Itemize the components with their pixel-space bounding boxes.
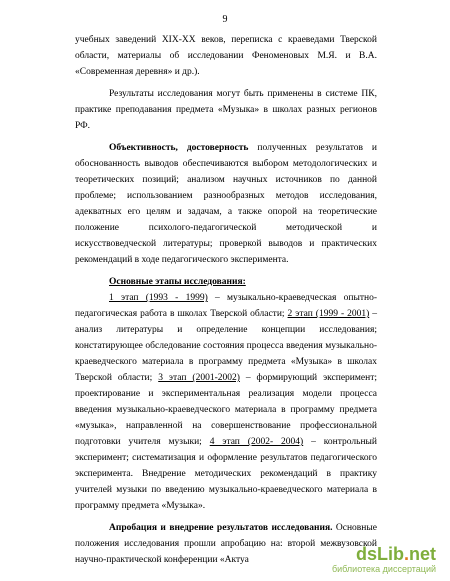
stage-3-label: 3 этап (2001-2002)	[158, 373, 240, 383]
paragraph-objectivity	[75, 140, 377, 268]
stage-4-label: 4 этап (2002- 2004)	[209, 437, 304, 447]
document-body	[75, 32, 377, 568]
approbation-heading: Апробация и внедрение результатов исследования.	[109, 523, 333, 533]
page-number: 9	[222, 14, 228, 25]
logo-part-net: net	[409, 544, 436, 564]
paragraph-stages	[75, 290, 377, 514]
stage-1-text: – музыкально-краеведческая опытно-педагогическая работа в школах Тверской области;	[75, 293, 378, 319]
approbation-text: Основные положения исследования прошли апробацию на: второй межвузовской научно-практической конференции «Актуа	[75, 523, 377, 565]
stage-1-label: 1 этап (1993 - 1999)	[109, 293, 208, 303]
objectivity-heading: Объективность, достоверность	[109, 143, 249, 153]
stages-heading	[75, 274, 377, 290]
watermark-subtitle: библиотека диссертаций	[331, 564, 436, 574]
stage-3-text: – формирующий эксперимент; проектирование и экспериментальная реализация модели процесса введения музыкально-краеведческого материала в программу предмета «музыка», направленной на совершенствование профессиональной подготовки учителя музыки;	[75, 373, 377, 447]
logo-part-dslib: dsLib	[355, 544, 404, 564]
paragraph-sources: учебных заведений XIX-XX веков, переписка с краеведами Тверской области, материалы об исследовании Феноменовых М.Я. и В.А. «Современная деревня» и др.).	[75, 35, 377, 77]
stages-heading-text: Основные этапы исследования:	[109, 277, 246, 287]
stage-4-text: – контрольный эксперимент; систематизация и оформление результатов педагогического эксперимента. Внедрение методических рекомендаций в практику учителей музыки по введению музыкально-краеведческого материала в программу предмета «Музыка».	[75, 437, 378, 511]
objectivity-text: полученных результатов и обоснованность выводов обеспечиваются выбором методологических и теоретических позиций; анализом научных источников по данной проблеме; использованием разнообразных методов исследования, адекватных его целям и задачам, а также опорой на теоретические положение психолого-педагогической методической и искусствоведческой литературы; проверкой выводов и практических рекомендаций в ходе педагогического эксперимента.	[75, 143, 377, 265]
stage-2-label: 2 этап (1999 - 2001)	[287, 309, 370, 319]
stage-2-text: – анализ литературы и определение концепции исследования; констатирующее обследование состояния процесса введения музыкально-краеведческого материала в программу предмета «Музыка» в школах Тверской области;	[75, 309, 378, 383]
paragraph-results-application: Результаты исследования могут быть применены в системе ПК, практике преподавания предмета «Музыка» в школах разных регионов РФ.	[75, 89, 377, 131]
logo-part-dot: .	[403, 544, 409, 564]
dslib-logo	[326, 544, 436, 564]
dslib-watermark	[326, 544, 436, 575]
